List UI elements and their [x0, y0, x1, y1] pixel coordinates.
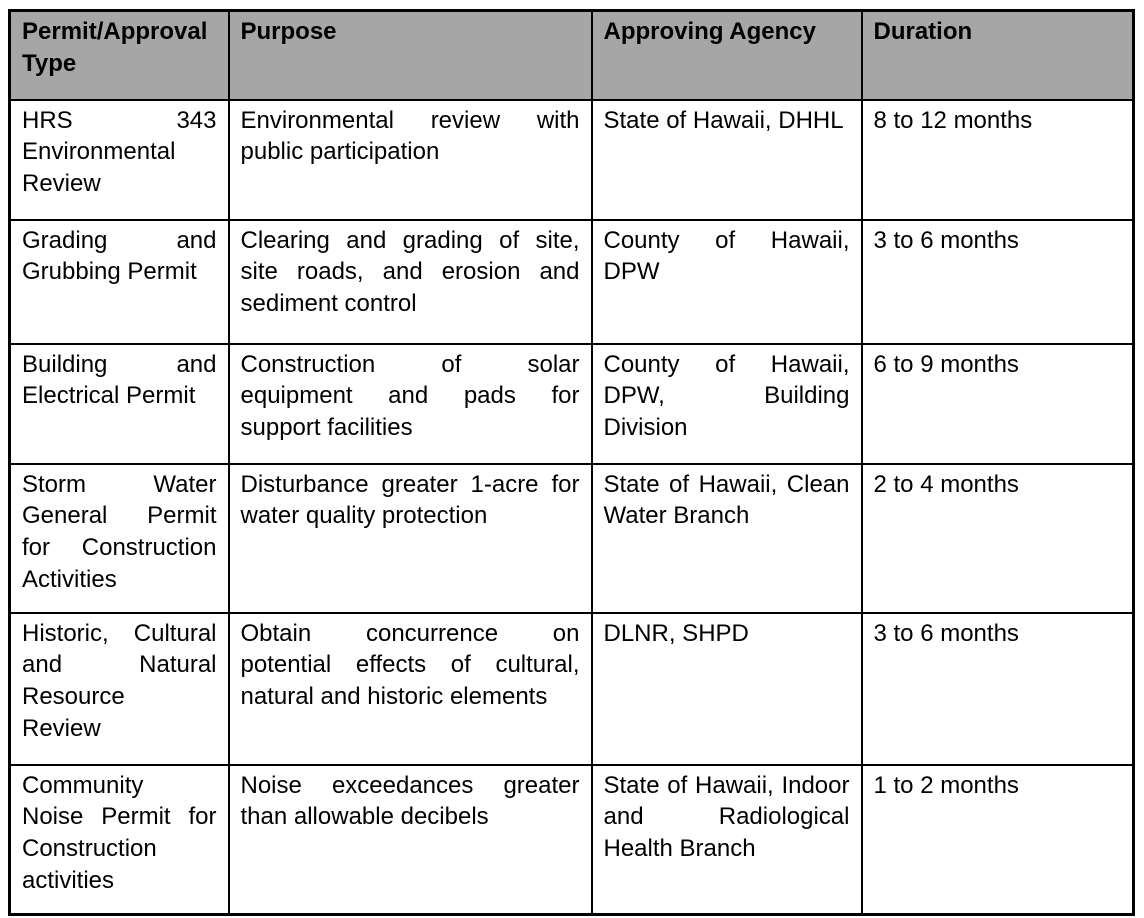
cell-permit_type-line: Grubbing Permit [22, 258, 197, 286]
cell-purpose-line: Environmental review with [240, 106, 580, 134]
table-row [10, 220, 1134, 344]
cell-agency-line: Water Branch [603, 502, 750, 530]
cell-duration [862, 464, 1134, 613]
header-agency-line: Approving Agency [603, 18, 816, 45]
cell-permit_type-line: Historic, Cultural [22, 619, 217, 647]
cell-duration [862, 613, 1134, 765]
cell-agency [592, 765, 862, 915]
cell-agency-line: DLNR, SHPD [603, 619, 749, 647]
cell-agency-line: Division [603, 413, 688, 441]
cell-permit_type-line: Review [22, 169, 101, 197]
cell-permit_type-line: activities [22, 866, 115, 894]
table-row [10, 464, 1134, 613]
cell-permit_type-line: Electrical Permit [22, 382, 196, 410]
cell-permit_type-line: Building and [22, 350, 217, 378]
cell-agency-line: State of Hawaii, DHHL [603, 106, 844, 134]
header-purpose-line: Purpose [240, 18, 337, 45]
cell-purpose [229, 765, 592, 915]
cell-purpose-line: potential effects of cultural, [240, 651, 580, 679]
cell-agency-line: County of Hawaii, [603, 350, 850, 378]
cell-agency-line: DPW [603, 258, 660, 286]
cell-permit_type-line: HRS 343 [22, 106, 217, 134]
cell-agency-line: County of Hawaii, [603, 226, 850, 254]
cell-permit_type-line: and Natural [22, 651, 217, 679]
cell-purpose [229, 344, 592, 464]
cell-permit_type-line: for Construction [22, 533, 217, 561]
cell-duration-line: 6 to 9 months [873, 350, 1019, 378]
cell-purpose-line: public participation [240, 138, 440, 166]
cell-permit_type-line: Grading and [22, 226, 217, 254]
cell-permit_type-line: Review [22, 714, 101, 742]
cell-purpose [229, 613, 592, 765]
header-permit_type-line: Permit/Approval [22, 18, 208, 45]
cell-permit_type [10, 765, 229, 915]
cell-duration-line: 1 to 2 months [873, 771, 1019, 799]
header-permit_type [10, 11, 229, 100]
cell-agency-line: and Radiological [603, 803, 850, 831]
cell-duration-line: 3 to 6 months [873, 226, 1019, 254]
cell-purpose-line: Clearing and grading of site, [240, 226, 580, 254]
cell-agency-line: DPW, Building [603, 382, 850, 410]
table-header [10, 11, 1134, 100]
cell-purpose [229, 100, 592, 220]
table-row [10, 765, 1134, 915]
cell-purpose-line: support facilities [240, 413, 413, 441]
cell-duration-line: 3 to 6 months [873, 619, 1019, 647]
header-duration-line: Duration [873, 18, 973, 45]
cell-purpose-line: than allowable decibels [240, 803, 489, 831]
cell-permit_type-line: Resource [22, 682, 125, 710]
cell-duration-line: 2 to 4 months [873, 470, 1019, 498]
cell-permit_type [10, 344, 229, 464]
cell-permit_type-line: Activities [22, 565, 117, 593]
cell-permit_type-line: Noise Permit for [22, 803, 217, 831]
cell-permit_type [10, 220, 229, 344]
cell-purpose-line: water quality protection [240, 502, 488, 530]
cell-agency-line: State of Hawaii, Indoor [603, 771, 850, 799]
cell-purpose-line: Noise exceedances greater [240, 771, 580, 799]
cell-agency [592, 100, 862, 220]
cell-purpose-line: natural and historic elements [240, 682, 548, 710]
cell-duration [862, 344, 1134, 464]
cell-agency [592, 220, 862, 344]
cell-permit_type-line: Storm Water [22, 470, 217, 498]
cell-duration [862, 765, 1134, 915]
header-permit_type-line: Type [22, 49, 77, 77]
cell-permit_type-line: Construction [22, 834, 157, 862]
header-row [10, 11, 1134, 100]
table-body [10, 100, 1134, 915]
cell-agency-line: Health Branch [603, 834, 756, 862]
header-duration [862, 11, 1134, 100]
cell-agency [592, 344, 862, 464]
cell-purpose [229, 464, 592, 613]
header-purpose [229, 11, 592, 100]
header-agency [592, 11, 862, 100]
cell-purpose-line: sediment control [240, 289, 417, 317]
cell-purpose-line: Disturbance greater 1-acre for [240, 470, 580, 498]
cell-agency [592, 613, 862, 765]
table-row [10, 100, 1134, 220]
cell-purpose-line: equipment and pads for [240, 382, 580, 410]
cell-agency-line: State of Hawaii, Clean [603, 470, 850, 498]
cell-duration [862, 100, 1134, 220]
cell-agency [592, 464, 862, 613]
cell-permit_type [10, 100, 229, 220]
cell-purpose-line: Construction of solar [240, 350, 580, 378]
permits-approvals-table [8, 9, 1135, 916]
cell-permit_type [10, 464, 229, 613]
cell-purpose [229, 220, 592, 344]
cell-duration [862, 220, 1134, 344]
cell-permit_type-line: General Permit [22, 502, 217, 530]
cell-purpose-line: Obtain concurrence on [240, 619, 580, 647]
cell-duration-line: 8 to 12 months [873, 106, 1033, 134]
cell-permit_type-line: Community [22, 771, 144, 799]
table-row [10, 613, 1134, 765]
cell-permit_type-line: Environmental [22, 138, 176, 166]
cell-permit_type [10, 613, 229, 765]
table-row [10, 344, 1134, 464]
cell-purpose-line: site roads, and erosion and [240, 258, 580, 286]
